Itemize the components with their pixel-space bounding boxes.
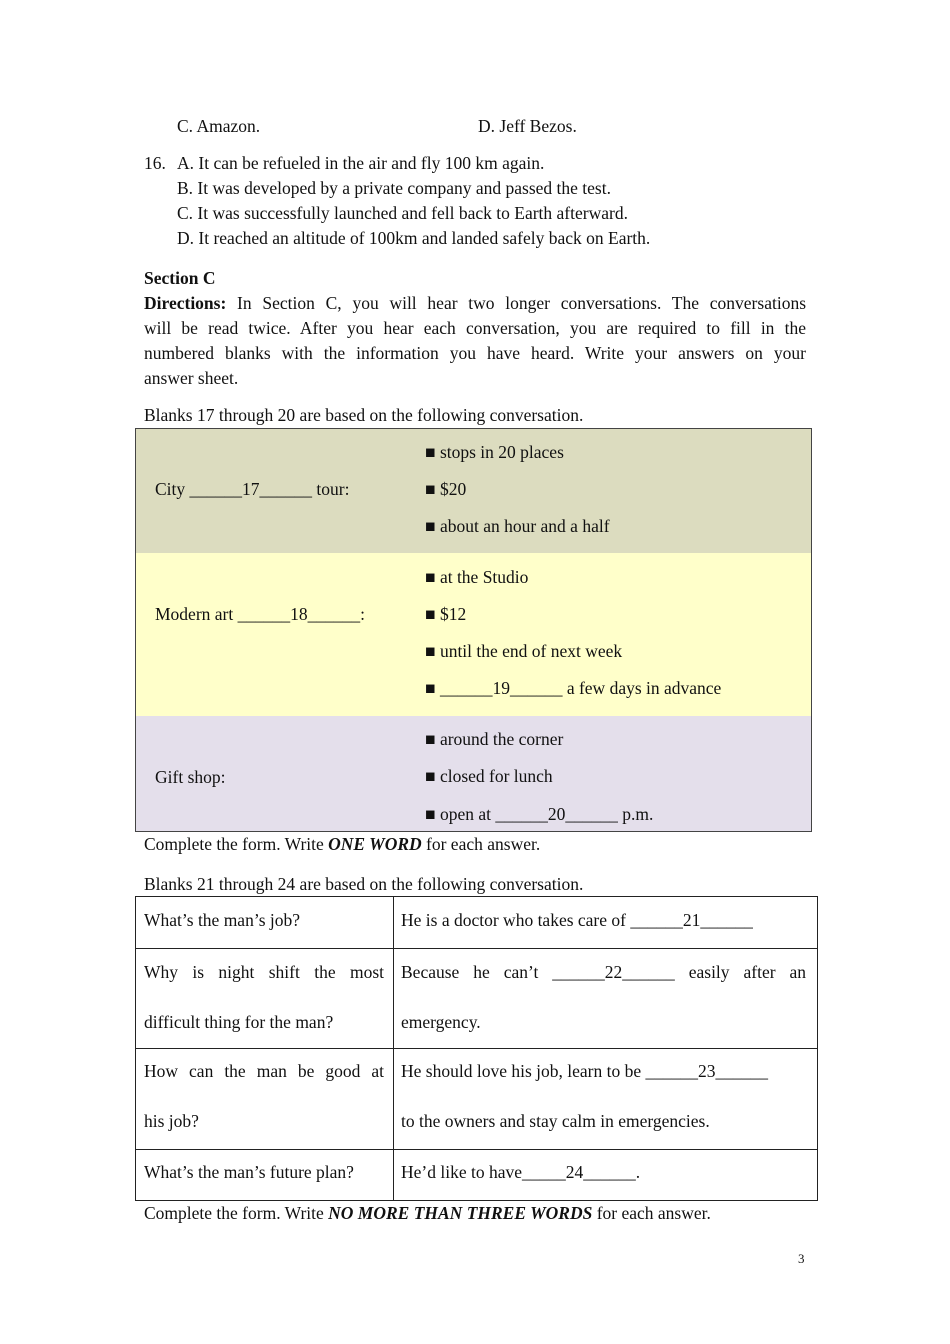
form-bullet: ■ $20	[425, 479, 467, 499]
q15-option-d: D. Jeff Bezos.	[478, 116, 577, 136]
section-c-directions-2: will be read twice. After you hear each conversation, you are required to fill in the	[144, 318, 806, 338]
form-bullet: ■ $12	[425, 604, 467, 624]
form-bullet: ■ at the Studio	[425, 567, 529, 587]
conv1-instruction: Complete the form. Write ONE WORD for each answer.	[144, 834, 541, 854]
form-row-city-tour	[136, 429, 811, 553]
question-cell: How can the man be good at	[144, 1061, 384, 1081]
form-label: Gift shop:	[155, 767, 226, 787]
form-row-gift-shop	[136, 716, 811, 831]
page-number: 3	[798, 1251, 805, 1266]
q15-option-c: C. Amazon.	[177, 116, 261, 136]
qa-row	[136, 1048, 817, 1148]
q16-number: 16.	[144, 153, 166, 173]
form-bullet: ■ stops in 20 places	[425, 442, 564, 462]
answer-cell: He’d like to have_____24______.	[401, 1162, 641, 1182]
form-bullet: ■ ______19______ a few days in advance	[425, 678, 722, 698]
answer-cell: He is a doctor who takes care of ______21______	[401, 910, 753, 930]
section-c-directions-3: numbered blanks with the information you have heard. Write your answers on your	[144, 343, 806, 363]
conv2-intro: Blanks 21 through 24 are based on the following conversation.	[144, 874, 584, 894]
form-bullet: ■ open at ______20______ p.m.	[425, 804, 654, 824]
q16-option-b: B. It was developed by a private company and passed the test.	[177, 178, 611, 198]
conv2-instruction: Complete the form. Write NO MORE THAN THREE WORDS for each answer.	[144, 1203, 711, 1223]
qa-row	[136, 1149, 817, 1201]
question-cell: What’s the man’s future plan?	[144, 1162, 354, 1182]
answer-cell: He should love his job, learn to be ______23______	[401, 1061, 768, 1081]
question-cell-line2: difficult thing for the man?	[144, 1012, 334, 1032]
conv1-form-table	[135, 428, 812, 832]
conv2-qa-table	[135, 896, 818, 1201]
section-c-directions-1	[144, 291, 806, 316]
q16-option-a: A. It can be refueled in the air and fly 100 km again.	[177, 153, 545, 173]
qa-row	[136, 897, 817, 948]
form-bullet: ■ until the end of next week	[425, 641, 623, 661]
form-bullet: ■ about an hour and a half	[425, 516, 610, 536]
form-label: City ______17______ tour:	[155, 479, 350, 499]
directions-text-1: In Section C, you will hear two longer conversations. The conversations	[226, 293, 806, 313]
form-bullet: ■ around the corner	[425, 729, 564, 749]
conv1-intro: Blanks 17 through 20 are based on the following conversation.	[144, 405, 584, 425]
form-bullet: ■ closed for lunch	[425, 766, 553, 786]
section-c-title: Section C	[144, 268, 216, 288]
form-row-modern-art	[136, 553, 811, 716]
section-c-directions-4: answer sheet.	[144, 368, 239, 388]
question-cell-line2: his job?	[144, 1111, 199, 1131]
qa-row	[136, 948, 817, 1048]
answer-cell-line2: emergency.	[401, 1012, 481, 1032]
directions-label: Directions:	[144, 293, 227, 313]
q16-option-c: C. It was successfully launched and fell back to Earth afterward.	[177, 203, 628, 223]
question-cell: Why is night shift the most	[144, 962, 384, 982]
form-label: Modern art ______18______:	[155, 604, 365, 624]
question-cell: What’s the man’s job?	[144, 910, 301, 930]
answer-cell: Because he can’t ______22______ easily after an	[401, 962, 806, 982]
answer-cell-line2: to the owners and stay calm in emergencies.	[401, 1111, 710, 1131]
q16-option-d: D. It reached an altitude of 100km and landed safely back on Earth.	[177, 228, 651, 248]
